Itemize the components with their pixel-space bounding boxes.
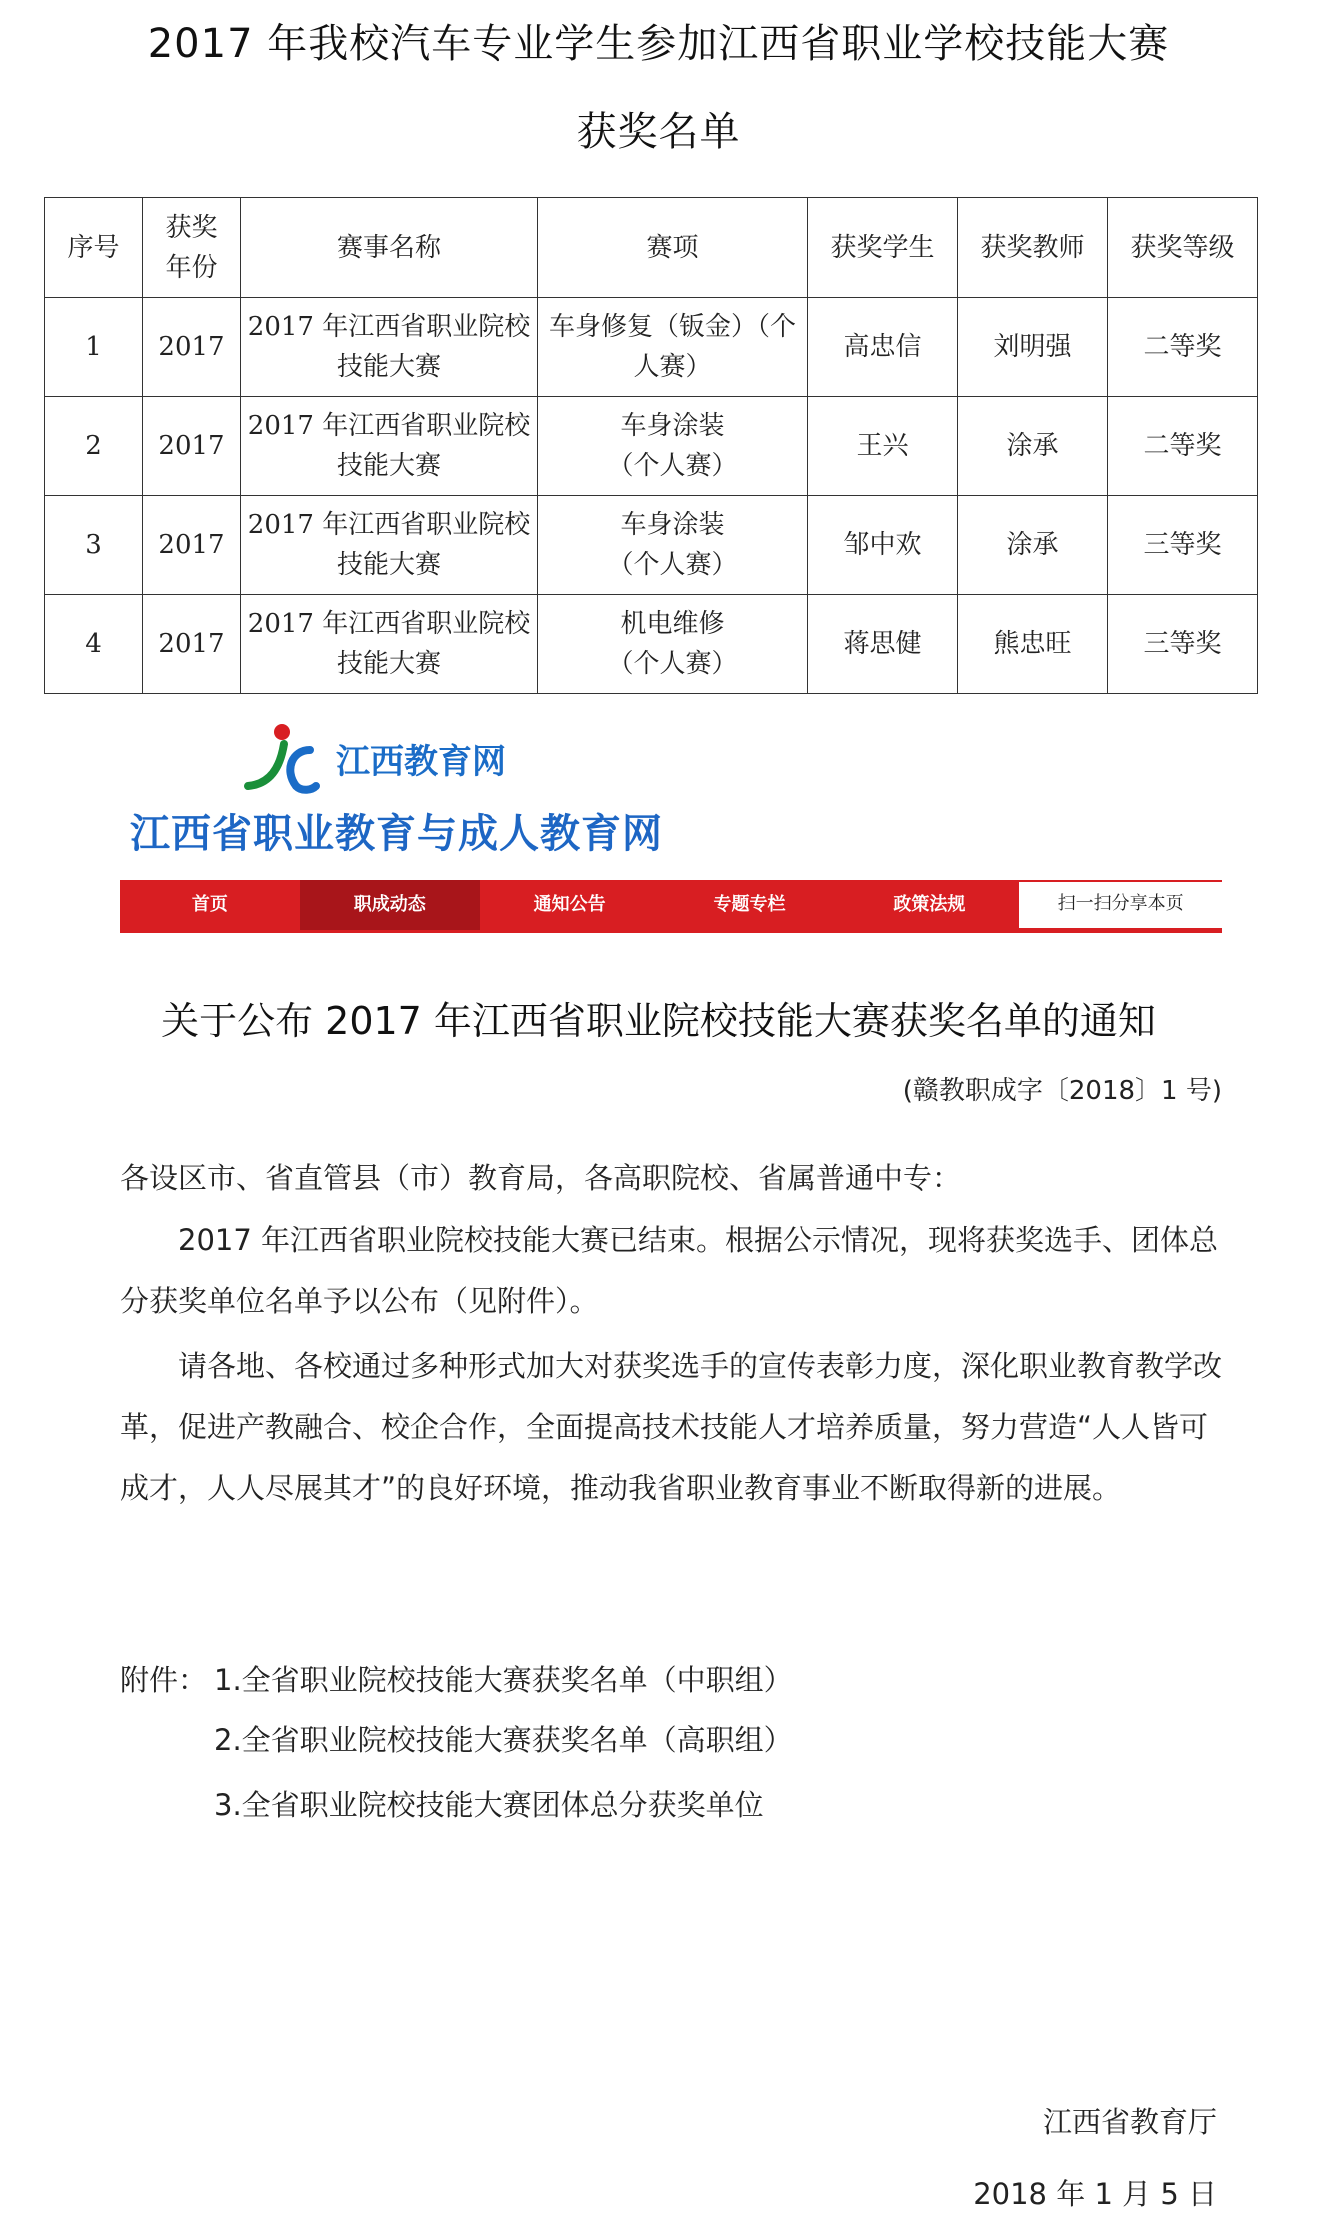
header-cell: 获奖学生 [808,198,958,298]
site-brand: 江西教育网 [336,742,506,782]
header-cell: 获奖等级 [1108,198,1258,298]
table-cell: 王兴 [808,397,958,496]
signer: 江西省教育厅 [1042,2105,1217,2139]
table-cell: 蒋思健 [808,595,958,694]
table-header-row [45,198,1258,298]
header-cell: 序号 [45,198,143,298]
table-row [45,496,1258,595]
page-title: 2017 年我校汽车专业学生参加江西省职业学校技能大赛 [147,21,1170,67]
table-cell: 三等奖 [1108,496,1258,595]
table-cell: 2017 年江西省职业院校技能大赛 [241,397,538,496]
page-subtitle: 获奖名单 [576,109,741,155]
table-cell: 1 [45,298,143,397]
table-row [45,595,1258,694]
table-cell: 3 [45,496,143,595]
attachment-item: 2.全省职业院校技能大赛获奖名单（高职组） [214,1723,793,1757]
nav-item-news[interactable]: 职成动态 [300,880,480,930]
table-cell: 2017 [143,397,241,496]
nav-item-policies[interactable]: 政策法规 [893,894,966,915]
table-cell: 刘明强 [958,298,1108,397]
site-navbar [120,880,1222,933]
table-cell: 2017 年江西省职业院校技能大赛 [241,496,538,595]
table-cell: 邹中欢 [808,496,958,595]
table-cell-text: 机电维修（个人赛） [607,609,738,679]
jx-logo-icon [240,720,320,800]
table-cell: 涂承 [958,496,1108,595]
table-cell: 2017 [143,595,241,694]
document-number: (赣教职成字〔2018〕1 号) [902,1076,1222,1106]
site-logo[interactable] [120,720,680,857]
attachment-label: 附件： [120,1663,208,1697]
header-cell [143,198,241,298]
header-cell-text: 获奖年份 [165,212,218,283]
share-button[interactable]: 扫一扫分享本页 [1019,880,1222,928]
paragraph-1: 2017 年江西省职业院校技能大赛已结束。根据公示情况，现将获奖选手、团体总分获奖单位名单予以公布（见附件）。 [120,1223,1219,1318]
paragraph-2: 请各地、各校通过多种形式加大对获奖选手的宣传表彰力度，深化职业教育教学改革，促进产教融合、校企合作，全面提高技术技能人才培养质量，努力营造“人人皆可成才，人人尽展其才”的良好环境，推动我省职业教育事业不断取得新的进展。 [120,1349,1223,1505]
table-cell [538,496,808,595]
table-cell: 车身修复（钣金）（个人赛） [538,298,808,397]
site-subtitle: 江西省职业教育与成人教育网 [130,811,663,857]
table-cell: 2017 [143,298,241,397]
attachment-item: 3.全省职业院校技能大赛团体总分获奖单位 [214,1788,764,1822]
table-cell: 2017 [143,496,241,595]
table-cell: 2 [45,397,143,496]
table-cell: 涂承 [958,397,1108,496]
table-cell: 4 [45,595,143,694]
nav-item-notices[interactable]: 通知公告 [533,894,606,915]
awards-table [44,197,1258,694]
table-cell-text: 车身涂装（个人赛） [607,510,738,580]
attachment-item: 1.全省职业院校技能大赛获奖名单（中职组） [214,1663,793,1697]
table-cell: 熊忠旺 [958,595,1108,694]
table-cell: 2017 年江西省职业院校技能大赛 [241,298,538,397]
date: 2018 年 1 月 5 日 [973,2177,1217,2211]
table-cell: 二等奖 [1108,298,1258,397]
header-cell: 赛事名称 [241,198,538,298]
notice-title: 关于公布 2017 年江西省职业院校技能大赛获奖名单的通知 [161,999,1156,1043]
nav-item-home[interactable]: 首页 [191,894,228,915]
table-cell: 三等奖 [1108,595,1258,694]
table-cell: 二等奖 [1108,397,1258,496]
header-cell: 赛项 [538,198,808,298]
header-cell: 获奖教师 [958,198,1108,298]
table-cell: 2017 年江西省职业院校技能大赛 [241,595,538,694]
table-cell-text: 车身涂装（个人赛） [607,411,738,481]
table-row [45,298,1258,397]
nav-item-topics[interactable]: 专题专栏 [713,894,786,915]
table-row [45,397,1258,496]
table-cell [538,397,808,496]
salutation: 各设区市、省直管县（市）教育局，各高职院校、省属普通中专： [120,1161,962,1195]
table-cell: 高忠信 [808,298,958,397]
table-cell [538,595,808,694]
